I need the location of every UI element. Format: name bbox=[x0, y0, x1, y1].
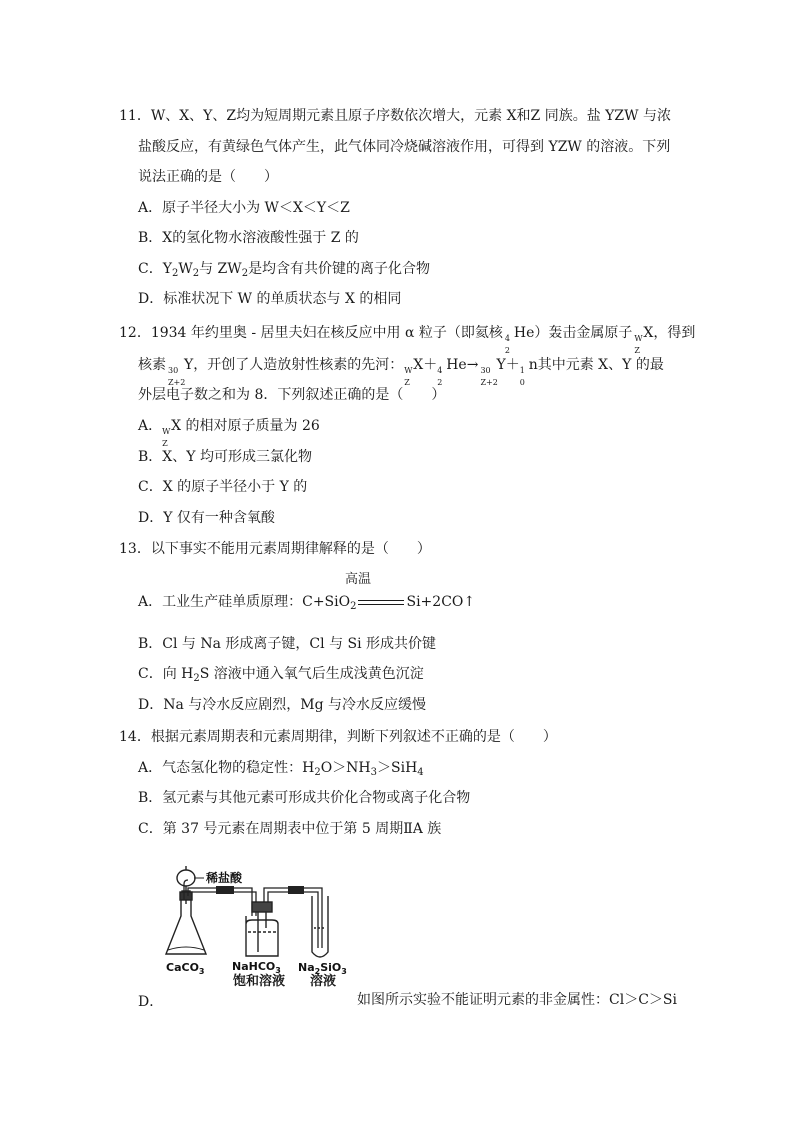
q14-stem: 14．根据元素周期表和元素周期律，判断下列叙述不正确的是（ ） bbox=[119, 729, 557, 745]
q11-option-b: B．X的氢化物水溶液酸性强于 Z 的 bbox=[138, 230, 359, 246]
q13-stem: 13．以下事实不能用元素周期律解释的是（ ） bbox=[119, 541, 431, 557]
wash-bottle bbox=[246, 902, 278, 956]
q11-option-c: C．$Y_2W_2$与 $ZW_2$是均含有共价键的离子化合物 bbox=[138, 261, 431, 279]
q12-stem-line3: 外层电子数之和为 8．下列叙述正确的是（ ） bbox=[138, 387, 446, 403]
q13-option-d: D．Na 与冷水反应剧烈，Mg 与冷水反应缓慢 bbox=[138, 697, 427, 713]
q11-stem-line3: 说法正确的是（ ） bbox=[138, 169, 278, 185]
q11-option-d: D．标准状况下 W 的单质状态与 X 的相同 bbox=[138, 291, 402, 307]
test-tube bbox=[312, 896, 328, 957]
bottle-contents-label: NaHCO$_3$ bbox=[232, 960, 281, 975]
q13-option-b: B．Cl 与 Na 形成离子键，Cl 与 Si 形成共价键 bbox=[138, 636, 437, 652]
q13-option-c: C．向 $H_2S$ 溶液中通入氧气后生成浅黄色沉淀 bbox=[138, 666, 424, 684]
bottle-saturated-label: 饱和溶液 bbox=[233, 974, 286, 989]
q14-option-d-text: 如图所示实验不能证明元素的非金属性：Cl＞C＞Si bbox=[357, 992, 677, 1008]
q14-option-b: B．氢元素与其他元素可形成共价化合物或离子化合物 bbox=[138, 790, 471, 806]
q12-stem-line1: 12．1934 年约里奥 - 居里夫妇在核反应中用 α 粒子（即氦核 4 2 He）轰击金属原子 W Z X，得到 bbox=[119, 325, 696, 355]
q12-option-a: A． W Z X 的相对原子质量为 26 bbox=[138, 418, 320, 448]
q14-option-d-label: D． bbox=[138, 994, 164, 1010]
q12-option-b: B．X、Y 均可形成三氯化物 bbox=[138, 449, 312, 465]
q13-option-a: A．工业生产硅单质原理：C+SiO$_2$ Si+2CO↑ bbox=[138, 594, 476, 612]
flask-contents-label: CaCO$_3$ bbox=[166, 961, 205, 976]
tube-contents-label: $Na_2SiO_3$ bbox=[298, 961, 347, 976]
q12-stem-line2: 核素 30 Z+2 Y，开创了人造放射性核素的先河： W Z X＋ 4 2 He→ 30 Z+2 Y＋ 1 0 n其中元素 X、Y 的最 bbox=[138, 357, 664, 387]
q13-reaction-condition: 高温 bbox=[345, 572, 372, 587]
q11-stem-line1: 11．W、X、Y、Z均为短周期元素且原子序数依次增大，元素 X和Z 同族。盐 YZW 与浓 bbox=[119, 108, 671, 124]
tube-solution-label: 溶液 bbox=[310, 974, 337, 989]
q14-option-c: C．第 37 号元素在周期表中位于第 5 周期ⅡA 族 bbox=[138, 821, 442, 837]
experiment-apparatus-diagram bbox=[160, 858, 360, 978]
q11-option-a: A．原子半径大小为 W＜X＜Y＜Z bbox=[138, 200, 350, 216]
q14-option-a: A．气态氢化物的稳定性：$H_2O>NH_3>SiH_4$ bbox=[138, 760, 424, 778]
reaction-double-line bbox=[358, 600, 404, 605]
q12-option-d: D．Y 仅有一种含氧酸 bbox=[138, 510, 275, 526]
acid-label: 稀盐酸 bbox=[206, 871, 243, 885]
q12-option-c: C．X 的原子半径小于 Y 的 bbox=[138, 479, 308, 495]
delivery-tube-1 bbox=[184, 880, 256, 916]
q11-stem-line2: 盐酸反应，有黄绿色气体产生，此气体同冷烧碱溶液作用，可得到 YZW 的溶液。下列 bbox=[138, 139, 671, 155]
